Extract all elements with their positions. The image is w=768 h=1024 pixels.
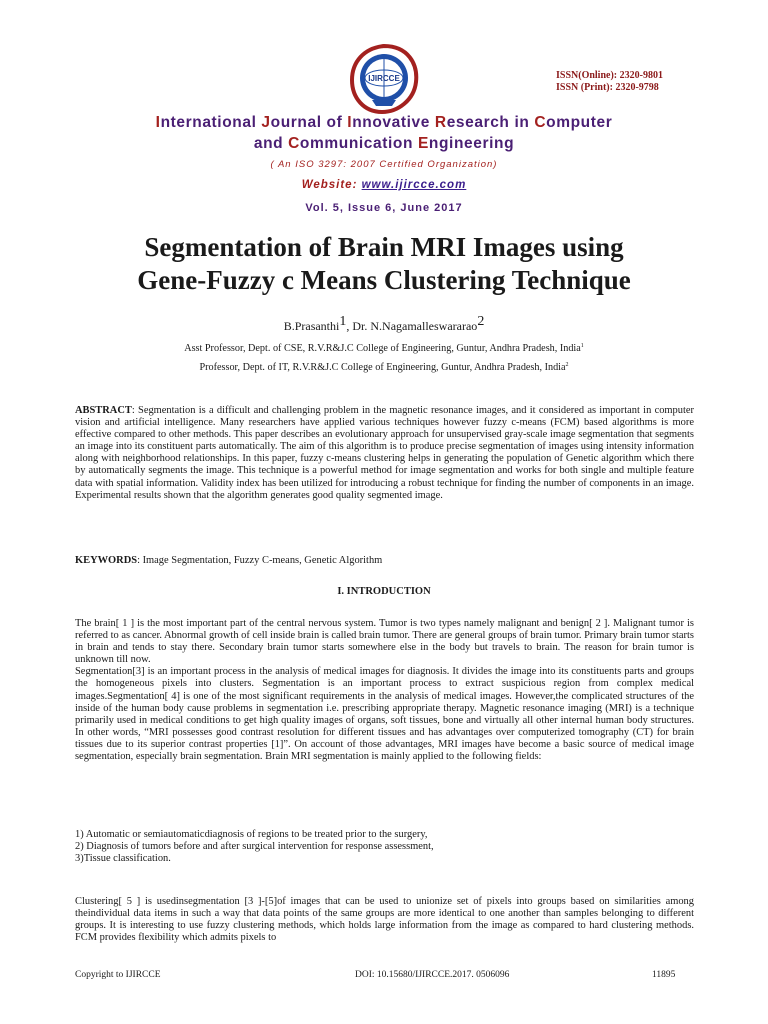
volume-issue: Vol. 5, Issue 6, June 2017	[305, 202, 463, 214]
issn-online: ISSN(Online): 2320-9801	[556, 70, 663, 81]
author-separator: , Dr. N.Nagamalleswararao	[346, 319, 478, 333]
journal-title-line1: International Journal of Innovative Research in Computer	[155, 114, 613, 131]
paper-title	[40, 231, 728, 297]
abstract-label: ABSTRACT	[75, 405, 132, 416]
certification: ( An ISO 3297: 2007 Certified Organization)	[270, 159, 498, 170]
affiliation-2	[0, 362, 768, 373]
journal-title-initial: J	[261, 114, 271, 131]
affiliation-1	[0, 343, 768, 354]
abstract-text: : Segmentation is a difficult and challenging problem in the magnetic resonance images, and it considered as important in computer vision and artificial intelligence. Many researchers have applied various techniques however fuzzy c-means (FCM) based algorithms is more effective compared to other methods. This paper describes an evolutionary approach for unsupervised gray-scale image segmentation that segments an image into its constituent parts automatically. The aim of this algorithm is to produce precise segmentation of images using intensity information along with neighborhood relationships. In this paper, fuzzy c-means clustering helps in generating the population of Genetic algorithm which there by automatically segments the image. This technique is a powerful method for image segmentation and works for both single and multiple feature data with spatial information. Validity index has been utilized for introducing a robust technique for finding the number of components in an image. Experimental results shown that the algorithm generates good quality segmented image.	[75, 405, 694, 501]
ijircce-logo	[346, 42, 422, 118]
author-1-sup: 1	[339, 314, 347, 329]
author-2-sup: 2	[477, 314, 485, 329]
introduction-body	[75, 618, 694, 763]
journal-title-line2: and Communication Engineering	[253, 135, 515, 152]
journal-title-initial: I	[155, 114, 161, 131]
authors	[0, 314, 768, 334]
keywords	[75, 555, 694, 567]
paper-title-line1: Segmentation of Brain MRI Images using	[144, 232, 624, 262]
section-heading-introduction: I. INTRODUCTION	[337, 586, 431, 597]
keywords-label: KEYWORDS	[75, 555, 138, 566]
journal-title	[60, 112, 708, 154]
list-item: 2) Diagnosis of tumors before and after surgical intervention for response assessment,	[75, 841, 434, 853]
clustering-paragraph: Clustering[ 5 ] is usedinsegmentation [3 ]-[5]of images that can be used to unionize set of pixels into groups based on similarities among theindividual data items in such a way that data points of the same groups are more identical to one another than samples belonging to different groups. It is interesting to use fuzzy clustering methods, which holds large information from the image as compared to hard clustering methods. FCM provides flexibility which admits pixels to	[75, 896, 694, 944]
website-line	[0, 179, 768, 191]
journal-title-initial: C	[288, 135, 300, 152]
website-label: Website:	[301, 179, 362, 191]
abstract	[75, 405, 694, 502]
issn-print: ISSN (Print): 2320-9798	[556, 82, 659, 93]
logo-text: IJIRCCE	[368, 74, 400, 83]
paper-title-line2: Gene-Fuzzy c Means Clustering Technique	[137, 265, 631, 295]
footer-copyright: Copyright to IJIRCCE	[75, 970, 161, 980]
list-item: 3)Tissue classification.	[75, 853, 171, 865]
website-link[interactable]: www.ijircce.com	[361, 179, 467, 191]
issn-block	[556, 70, 663, 94]
author-1: B.Prasanthi	[283, 319, 340, 333]
affiliation-1-text: Asst Professor, Dept. of CSE, R.V.R&J.C College of Engineering, Guntur, Andhra Pradesh, India	[184, 343, 581, 354]
journal-title-initial: R	[434, 114, 447, 131]
journal-title-initial: E	[417, 135, 429, 152]
intro-paragraph-1: The brain[ 1 ] is the most important part of the central nervous system. Tumor is two types namely malignant and benign[ 2 ]. Malignant tumor is referred to as cancer. Abnormal growth of cell inside brain is called brain tumor. There are general groups of brain tumor. Primary brain tumor starts in brain and tends to stay there. Secondary brain tumor starts somewhere else in the body but travels to brain. The reason for brain tumor is unknown till now.	[75, 618, 694, 666]
list-item: 1) Automatic or semiautomaticdiagnosis of regions to be treated prior to the surgery,	[75, 829, 428, 840]
keywords-text: : Image Segmentation, Fuzzy C-means, Genetic Algorithm	[137, 555, 383, 566]
footer-page-number: 11895	[652, 970, 676, 980]
affiliation-2-sup: 2	[565, 362, 569, 368]
intro-paragraph-2: Segmentation[3] is an important process in the analysis of medical images for diagnosis. It divides the image into its constituents parts and groups the homogeneous pixels into clusters. Segmentation is an important process to extract suspicious region from complex medical images.Segmentation[ 4] is one of the most significant requirements in the analysis of medical images. However,the complicated structures of the inside of the human body cause problems in segmentation i.e. prescribing appropriate therapy. Magnetic resonance imaging (MRI) is a technique primarily used in medical conditions to get high quality images of organs, soft tissues, bone and virtually all other internal human body structures. In other words, “MRI possesses good contrast resolution for different tissues and has advantages over computerized tomography (CT) for brain tissues due to its superior contrast properties [1]”. On account of those advantages, MRI images have become a basic source of medical image segmentation, especially brain segmentation. Brain MRI segmentation is mainly applied to the following fields:	[75, 666, 694, 763]
journal-title-initial: I	[347, 114, 353, 131]
affiliation-2-text: Professor, Dept. of IT, R.V.R&J.C College of Engineering, Guntur, Andhra Pradesh, India	[199, 362, 566, 373]
affiliation-1-sup: 1	[580, 343, 584, 349]
applications-list	[75, 829, 694, 865]
footer-doi: DOI: 10.15680/IJIRCCE.2017. 0506096	[355, 970, 510, 980]
journal-title-initial: C	[534, 114, 547, 131]
